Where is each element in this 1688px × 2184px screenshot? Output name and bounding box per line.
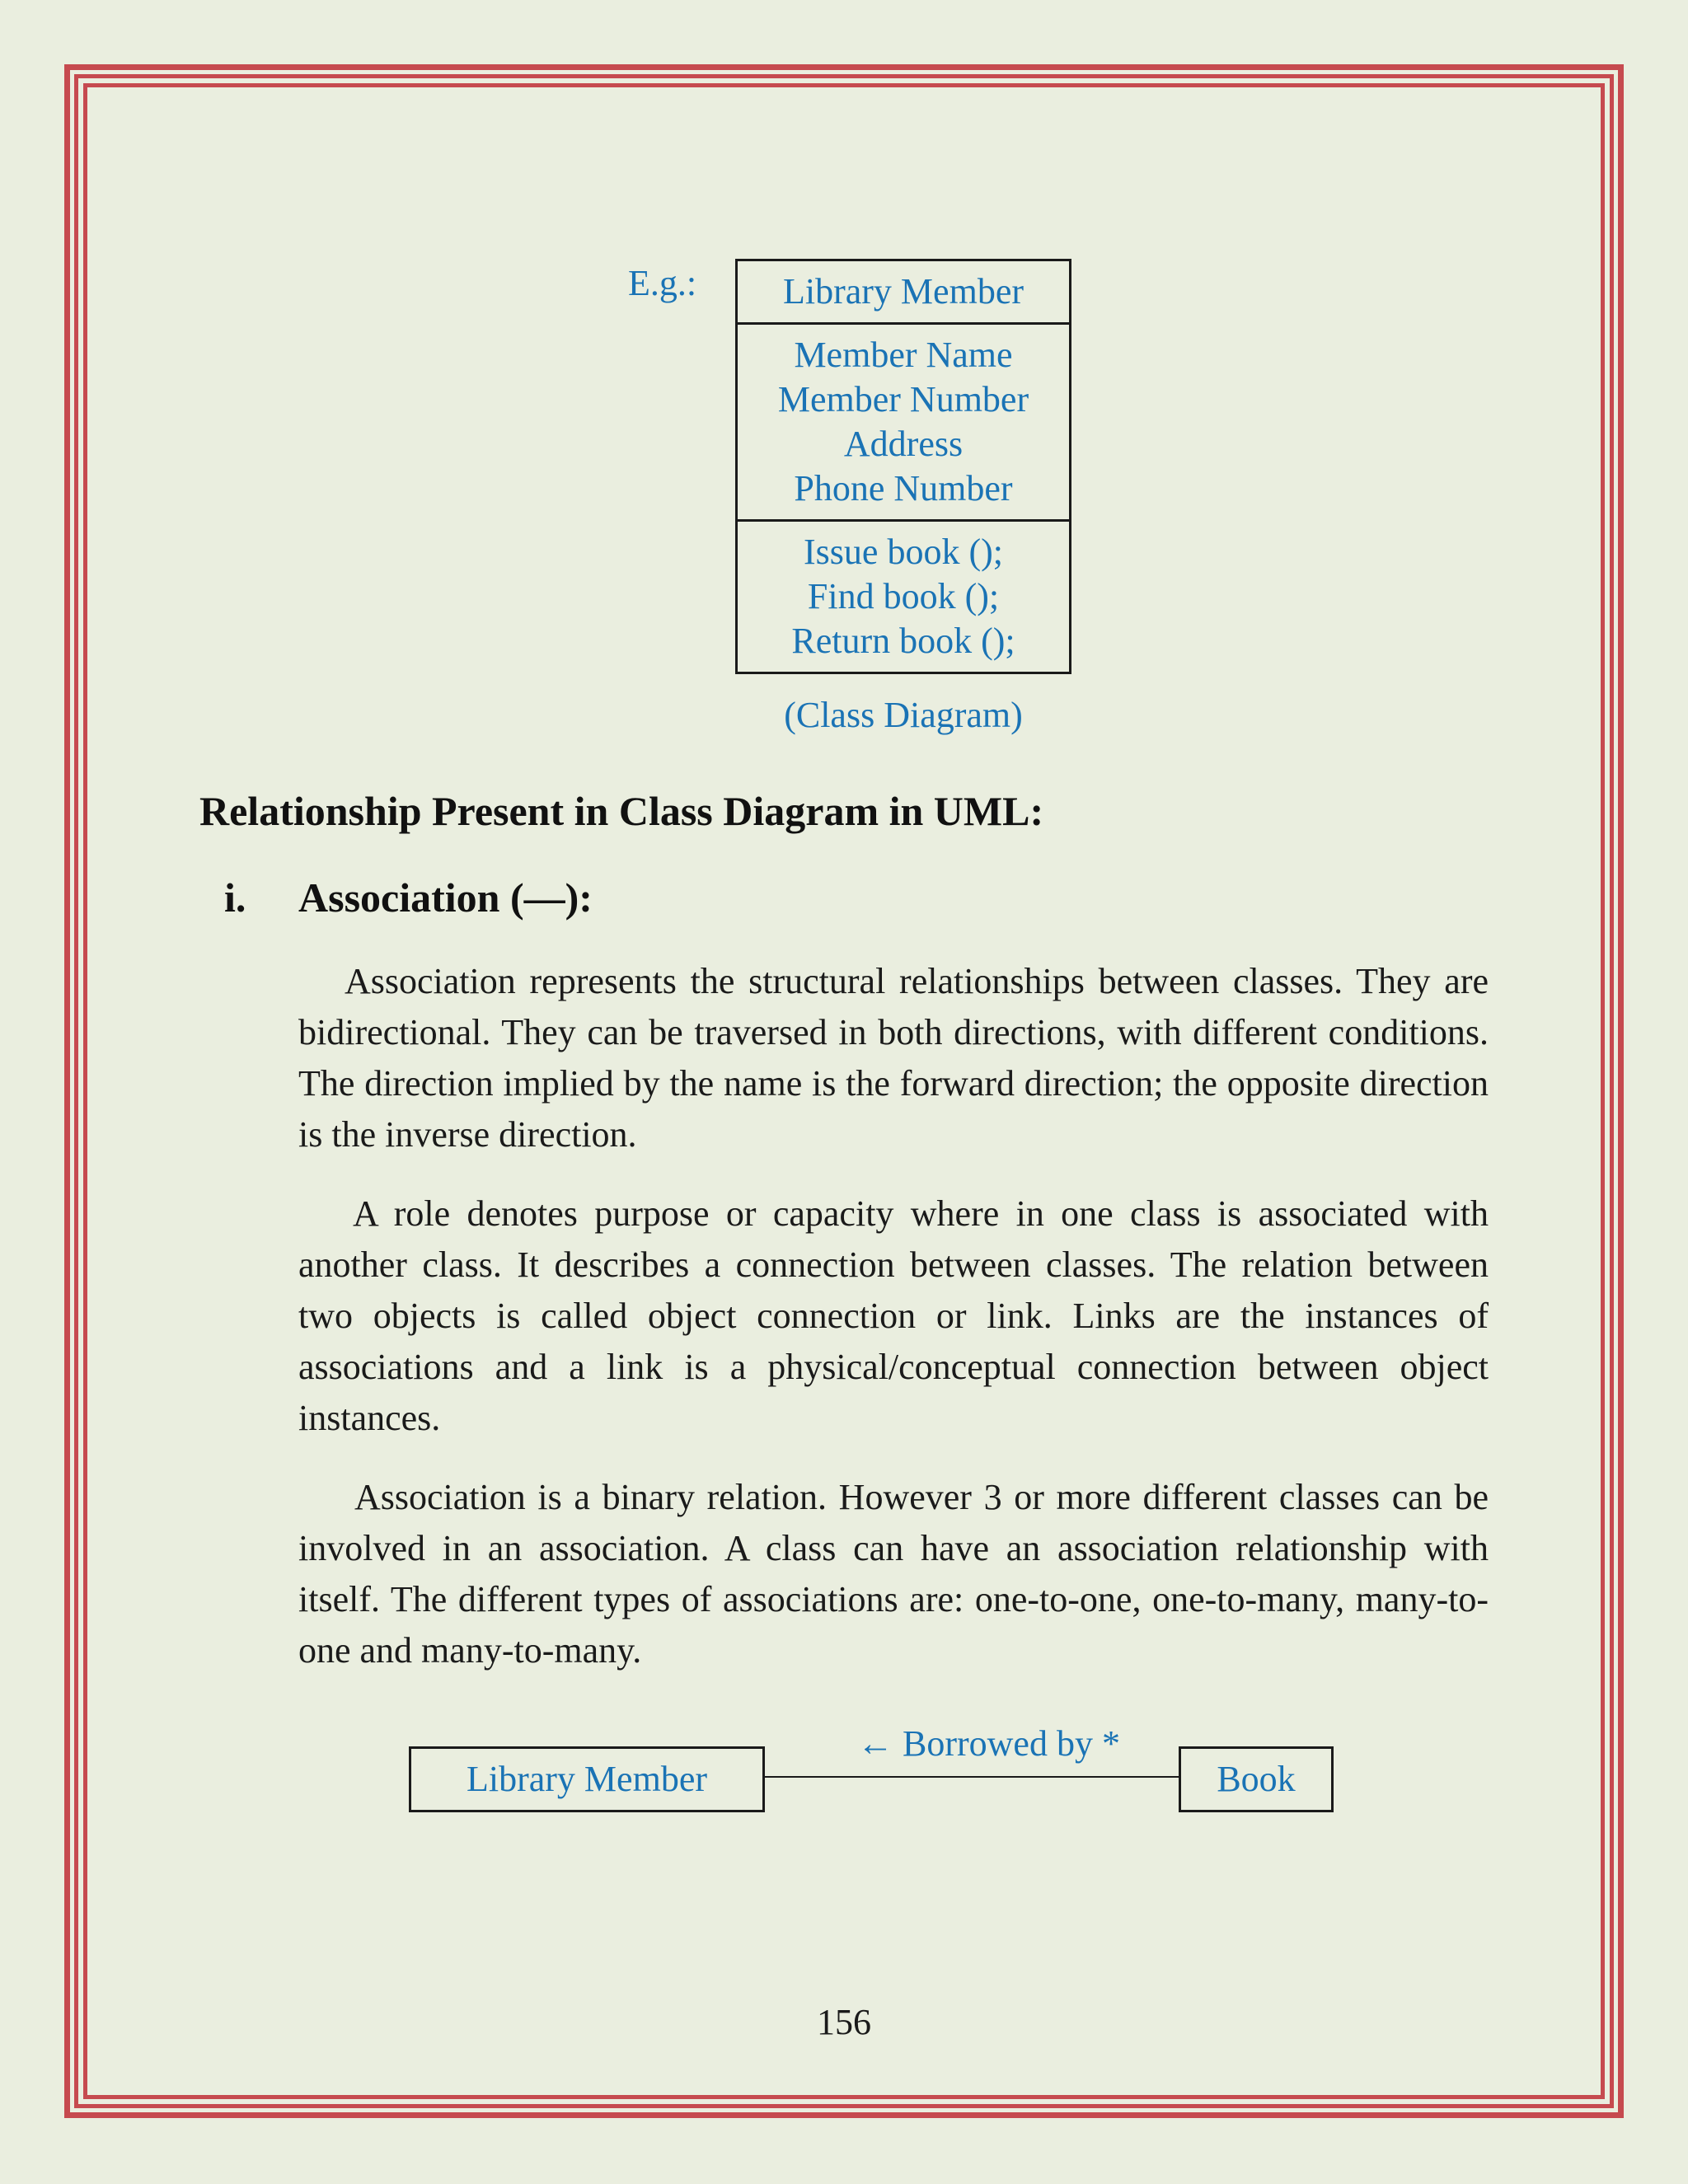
method-item: Issue book (); xyxy=(804,532,1003,572)
paragraph: A role denotes purpose or capacity where in one class is associated with another class. It describes a connection between classes. The relation between two objects is called object connection or link. Links are the instances of associations and a link is a physical/conceptual connection between object instances. xyxy=(298,1193,1489,1438)
attribute-item: Member Name xyxy=(794,335,1013,375)
page-number: 156 xyxy=(817,2002,871,2042)
attribute-item: Member Number xyxy=(777,379,1029,419)
association-label: ← Borrowed by * xyxy=(857,1723,1120,1764)
class-name: Library Member xyxy=(783,271,1024,312)
paragraph: Association is a binary relation. However 3 or more different classes can be involved in an association. A class can have an association relationship with itself. The different types of associations are: one-to-one, one-to-many, many-to-one and many-to-many. xyxy=(298,1477,1489,1671)
class-diagram-caption: (Class Diagram) xyxy=(784,695,1023,735)
attribute-item: Phone Number xyxy=(794,468,1013,509)
example-label: E.g.: xyxy=(628,263,697,303)
section-heading: Relationship Present in Class Diagram in UML: xyxy=(199,788,1044,834)
subsection-title: Association (—): xyxy=(298,874,593,921)
method-item: Return book (); xyxy=(791,621,1015,661)
method-item: Find book (); xyxy=(807,576,1000,616)
class-diagram-box xyxy=(735,259,1071,674)
class-methods xyxy=(738,519,1069,672)
attribute-item: Address xyxy=(843,424,964,464)
association-line xyxy=(765,1776,1179,1778)
association-left-class: Library Member xyxy=(409,1746,765,1812)
association-right-class: Book xyxy=(1179,1746,1334,1812)
class-attributes xyxy=(738,322,1069,519)
paragraph: Association represents the structural relationships between classes. They are bidirectional. They can be traversed in both directions, with different conditions. The direction implied by the name is the forward direction; the opposite direction is the inverse direction. xyxy=(298,961,1489,1155)
subsection-heading xyxy=(224,874,593,921)
subsection-number: i. xyxy=(224,874,246,921)
